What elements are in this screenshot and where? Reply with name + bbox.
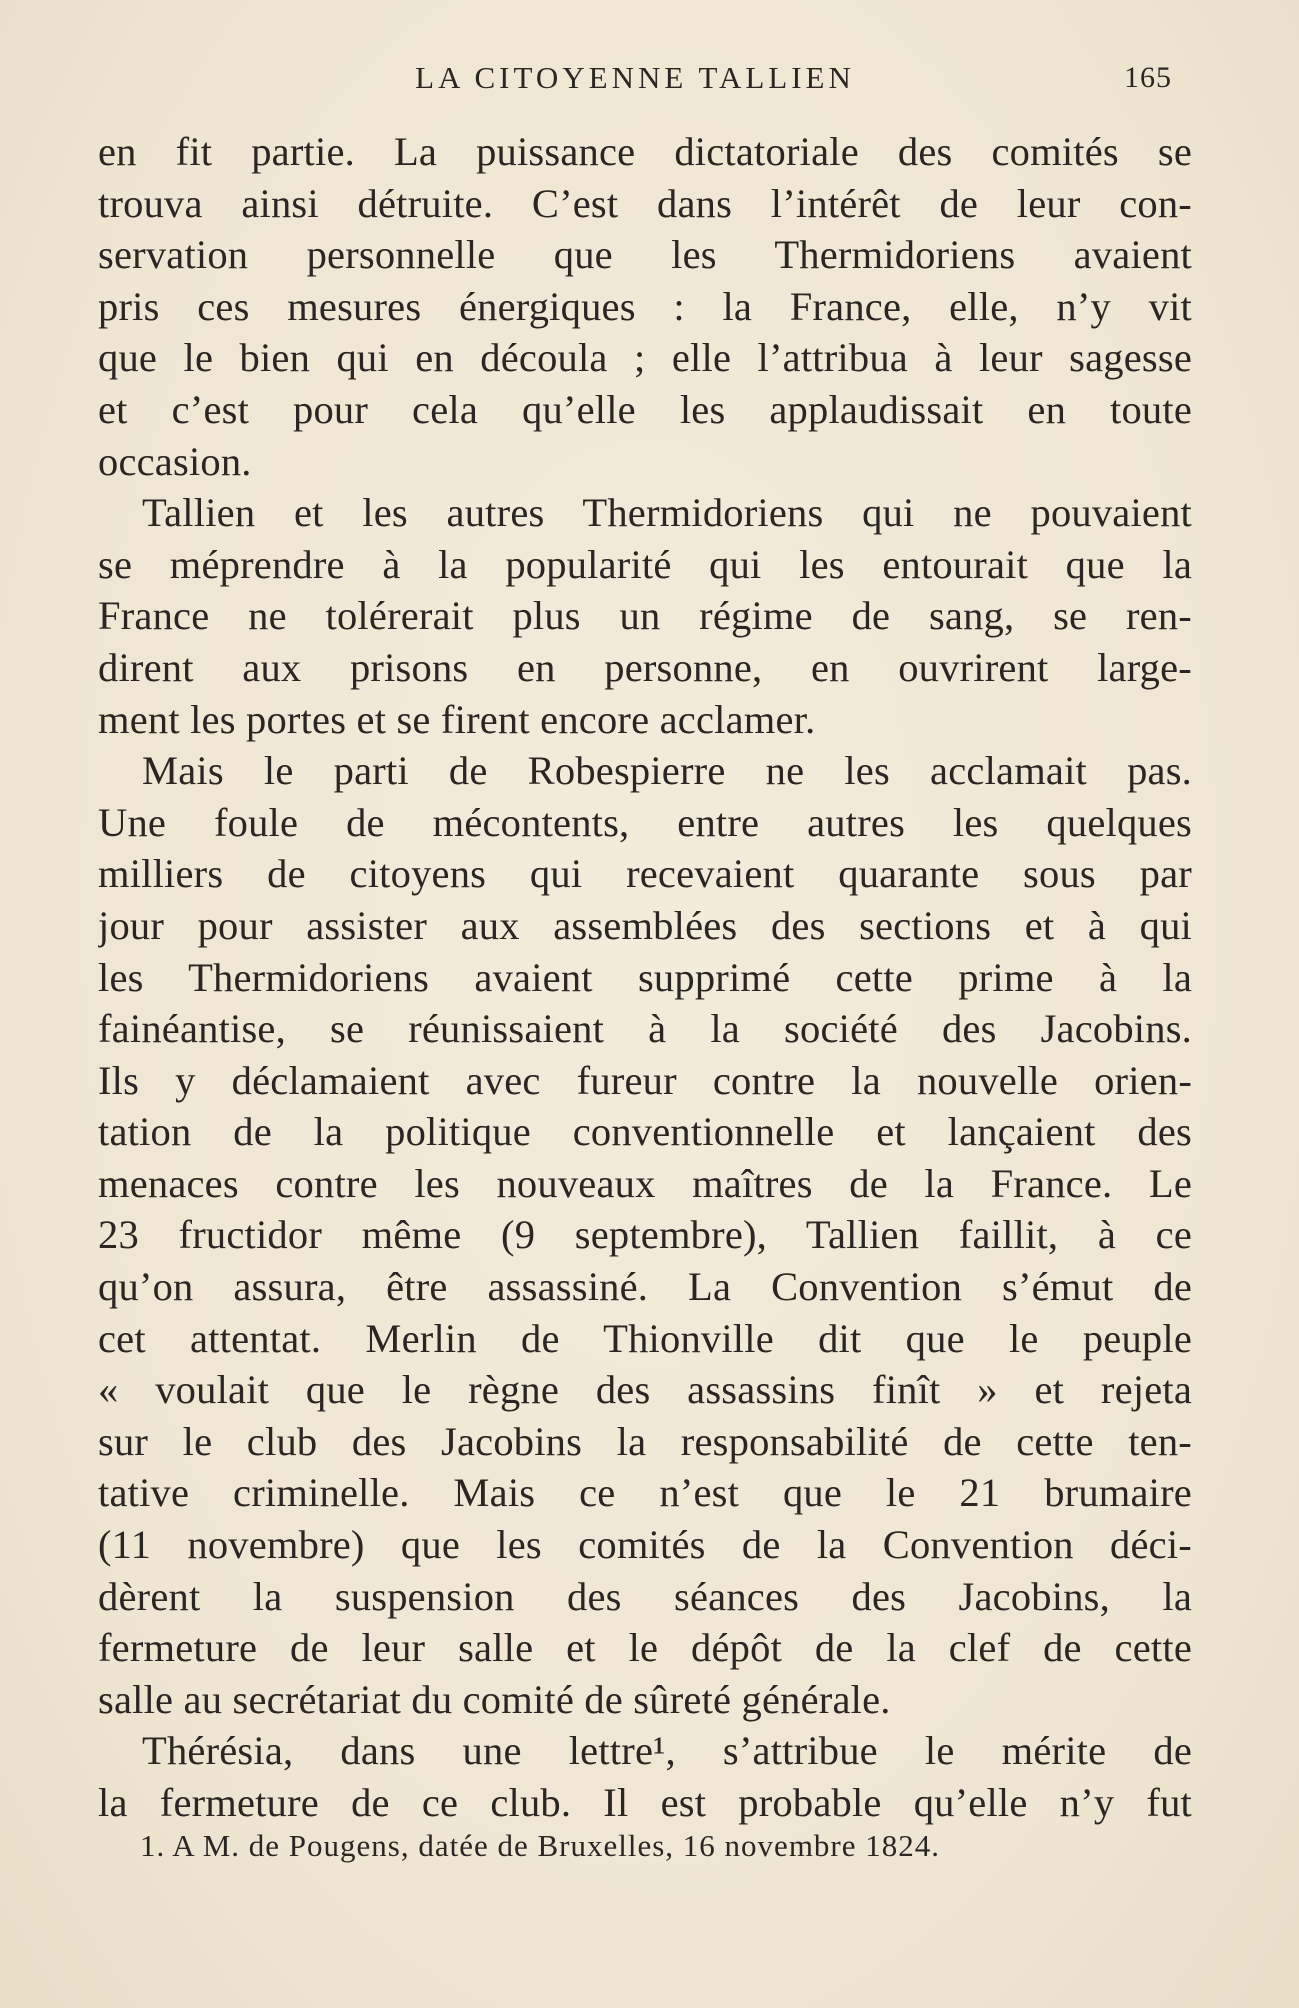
text-line: qu’on assura, être assassiné. La Convention s’émut de	[98, 1264, 1192, 1310]
text-line: pris ces mesures énergiques : la France, elle, n’y vit	[98, 283, 1192, 329]
text-line: que le bien qui en découla ; elle l’attribua à leur sagesse	[98, 335, 1192, 381]
footnote: 1. A M. de Pougens, datée de Bruxelles, 16 novembre 1824.	[140, 1828, 941, 1863]
paragraph	[98, 745, 1192, 1725]
running-title: LA CITOYENNE TALLIEN	[415, 60, 855, 95]
text-line: cet attentat. Merlin de Thionville dit que le peuple	[98, 1315, 1192, 1361]
text-line: servation personnelle que les Thermidoriens avaient	[98, 232, 1192, 278]
text-line: dirent aux prisons en personne, en ouvrirent large-	[98, 644, 1192, 690]
text-line: tation de la politique conventionnelle et lançaient des	[98, 1109, 1192, 1155]
text-line: menaces contre les nouveaux maîtres de la France. Le	[98, 1160, 1192, 1206]
text-line: Ils y déclamaient avec fureur contre la nouvelle orien-	[98, 1057, 1192, 1103]
text-line: trouva ainsi détruite. C’est dans l’intérêt de leur con-	[98, 180, 1192, 226]
text-line: la fermeture de ce club. Il est probable qu’elle n’y fut	[98, 1780, 1192, 1825]
text-line: 23 fructidor même (9 septembre), Tallien faillit, à ce	[98, 1212, 1192, 1258]
text-line: Tallien et les autres Thermidoriens qui ne pouvaient	[142, 490, 1192, 536]
text-line: (11 novembre) que les comités de la Convention déci-	[98, 1522, 1192, 1568]
text-line: milliers de citoyens qui recevaient quarante sous par	[98, 851, 1192, 897]
text-line: sur le club des Jacobins la responsabilité de cette ten-	[98, 1418, 1192, 1464]
text-line: Thérésia, dans une lettre¹, s’attribue le mérite de	[142, 1728, 1192, 1774]
page-number: 165	[1124, 61, 1172, 94]
text-line: « voulait que le règne des assassins finît » et rejeta	[98, 1367, 1192, 1413]
running-head	[98, 58, 1172, 98]
body-text	[98, 126, 1192, 1829]
paragraph	[98, 487, 1192, 745]
text-line: Mais le parti de Robespierre ne les acclamait pas.	[142, 748, 1192, 794]
text-line: tative criminelle. Mais ce n’est que le 21 brumaire	[98, 1470, 1192, 1516]
paragraph	[98, 1725, 1192, 1828]
text-line: dèrent la suspension des séances des Jacobins, la	[98, 1573, 1192, 1619]
text-line: fermeture de leur salle et le dépôt de la clef de cette	[98, 1625, 1192, 1671]
text-line: en fit partie. La puissance dictatoriale des comités se	[98, 129, 1192, 174]
text-line: et c’est pour cela qu’elle les applaudissait en toute	[98, 386, 1192, 432]
text-line: se méprendre à la popularité qui les entourait que la	[98, 541, 1192, 587]
text-line: jour pour assister aux assemblées des sections et à qui	[98, 902, 1192, 948]
text-line: fainéantise, se réunissaient à la société des Jacobins.	[98, 1006, 1192, 1052]
text-line: les Thermidoriens avaient supprimé cette prime à la	[98, 954, 1192, 1000]
paragraph	[98, 126, 1192, 487]
text-line: France ne tolérerait plus un régime de sang, se ren-	[98, 593, 1192, 639]
text-line: occasion.	[98, 438, 252, 484]
text-line: Une foule de mécontents, entre autres les quelques	[98, 799, 1192, 845]
text-line: salle au secrétariat du comité de sûreté générale.	[98, 1676, 891, 1722]
text-line: ment les portes et se firent encore acclamer.	[98, 696, 816, 742]
